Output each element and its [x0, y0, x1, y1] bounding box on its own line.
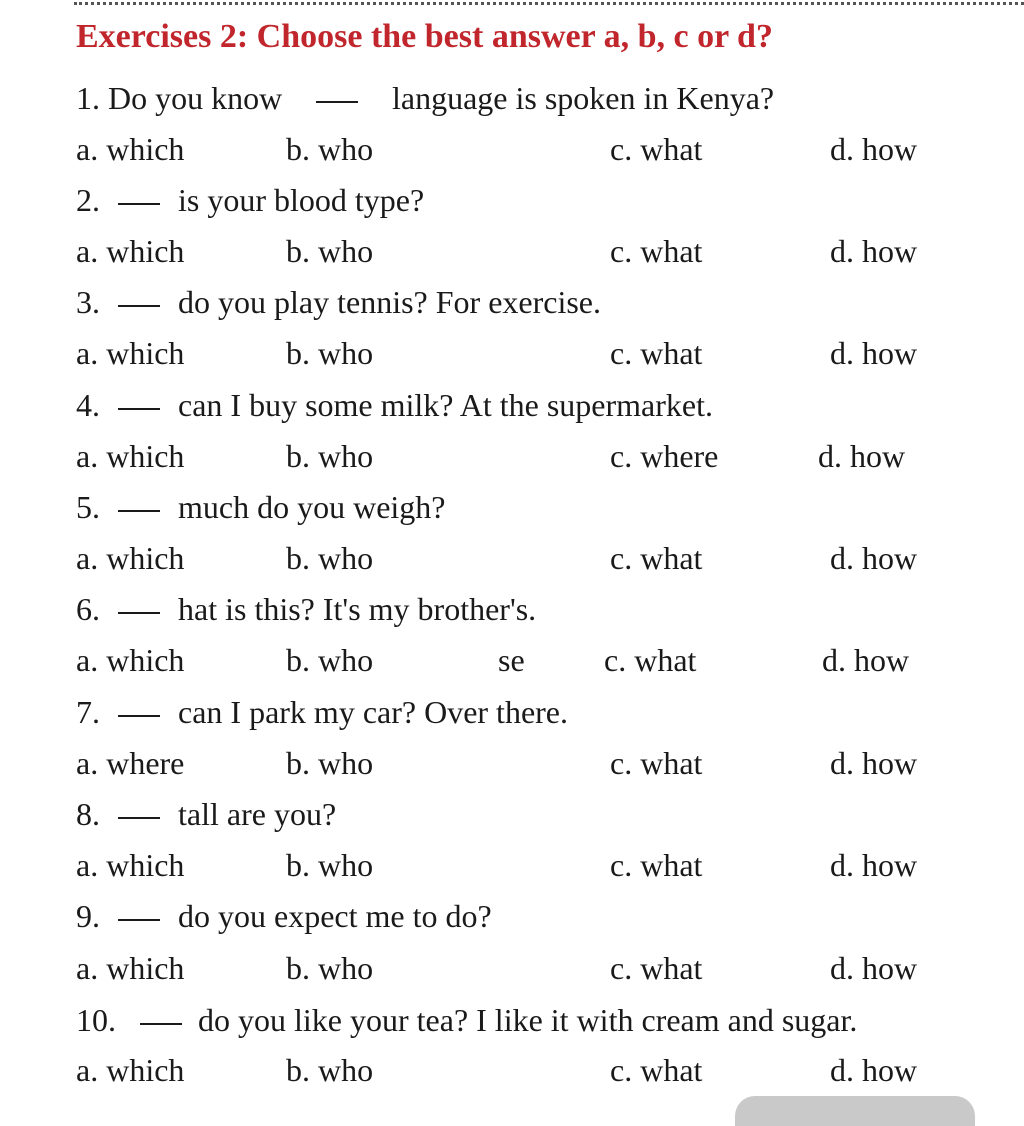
option-c: c. what: [610, 131, 703, 167]
option-b: b. who: [286, 540, 374, 576]
option-b: b. who: [286, 438, 374, 474]
option-a: a. where: [76, 745, 185, 781]
question-text: tall are you?: [178, 796, 337, 832]
option-b: b. who: [286, 745, 374, 781]
question-number: 7.: [76, 694, 100, 730]
question-5: [0, 487, 1024, 527]
option-d: d. how: [830, 335, 918, 371]
question-1: [0, 78, 1024, 118]
options-9: [0, 948, 1024, 988]
option-a: a. which: [76, 950, 185, 986]
option-a: a. which: [76, 335, 185, 371]
question-4: [0, 385, 1024, 425]
question-number: 5.: [76, 489, 100, 525]
option-c: c. what: [610, 335, 703, 371]
question-9: [0, 896, 1024, 936]
answer-blank: [118, 794, 160, 834]
options-1: [0, 129, 1024, 169]
option-b: b. who: [286, 233, 374, 269]
option-c: c. what: [610, 847, 703, 883]
exercise-title: Exercises 2: Choose the best answer a, b, c or d?: [76, 18, 773, 55]
question-8: [0, 794, 1024, 834]
question-text: do you play tennis? For exercise.: [178, 284, 601, 320]
option-a: a. which: [76, 438, 185, 474]
question-3: [0, 282, 1024, 322]
option-a: a. which: [76, 642, 185, 678]
question-text: can I park my car? Over there.: [178, 694, 568, 730]
option-b: b. who: [286, 1052, 374, 1088]
option-d: d. how: [830, 745, 918, 781]
options-4: [0, 436, 1024, 476]
question-number: 4.: [76, 387, 100, 423]
top-dotted-rule: [74, 2, 1024, 5]
options-8: [0, 845, 1024, 885]
option-b: b. who: [286, 335, 374, 371]
option-d: d. how: [830, 131, 918, 167]
question-6: [0, 589, 1024, 629]
option-a: a. which: [76, 847, 185, 883]
question-number: 6.: [76, 591, 100, 627]
question-1-rest: language is spoken in Kenya?: [392, 80, 775, 116]
answer-blank: [140, 1000, 182, 1040]
option-d: d. how: [818, 438, 906, 474]
options-3: [0, 333, 1024, 373]
options-2: [0, 231, 1024, 271]
option-b: b. who: [286, 131, 374, 167]
option-c: c. what: [610, 1052, 703, 1088]
options-7: [0, 743, 1024, 783]
question-number: 2.: [76, 182, 100, 218]
question-number: 8.: [76, 796, 100, 832]
option-b: b. who: [286, 950, 374, 986]
option-d: d. how: [830, 950, 918, 986]
option-c: c. what: [604, 642, 697, 678]
option-b: b. who: [286, 847, 374, 883]
option-a: a. which: [76, 1052, 185, 1088]
options-6: [0, 640, 1024, 680]
question-text: do you like your tea? I like it with cream and sugar.: [198, 1002, 858, 1038]
question-1-text: 1. Do you know: [76, 80, 283, 116]
option-d: d. how: [822, 642, 910, 678]
option-a: a. which: [76, 131, 185, 167]
question-text: is your blood type?: [178, 182, 425, 218]
question-number: 10.: [76, 1002, 116, 1038]
question-text: do you expect me to do?: [178, 898, 492, 934]
question-2: [0, 180, 1024, 220]
question-7: [0, 692, 1024, 732]
answer-blank: [118, 180, 160, 220]
option-c: c. where: [610, 438, 719, 474]
question-text: hat is this? It's my brother's.: [178, 591, 537, 627]
answer-blank: [118, 385, 160, 425]
option-a: a. which: [76, 233, 185, 269]
option-d: d. how: [830, 1052, 918, 1088]
answer-blank: [118, 282, 160, 322]
question-number: 9.: [76, 898, 100, 934]
answer-blank: [118, 589, 160, 629]
option-b: b. who: [286, 642, 374, 678]
options-5: [0, 538, 1024, 578]
option-d: d. how: [830, 847, 918, 883]
answer-blank: [316, 78, 358, 118]
option-c: c. what: [610, 233, 703, 269]
option-a: a. which: [76, 540, 185, 576]
answer-blank: [118, 487, 160, 527]
question-text: much do you weigh?: [178, 489, 446, 525]
question-10: [0, 1000, 1024, 1040]
option-d: d. how: [830, 233, 918, 269]
stray-text: se: [498, 642, 525, 678]
option-c: c. what: [610, 540, 703, 576]
bottom-overlay-tab: [735, 1096, 975, 1126]
question-number: 3.: [76, 284, 100, 320]
answer-blank: [118, 692, 160, 732]
answer-blank: [118, 896, 160, 936]
options-10: [0, 1050, 1024, 1090]
option-d: d. how: [830, 540, 918, 576]
question-text: can I buy some milk? At the supermarket.: [178, 387, 713, 423]
option-c: c. what: [610, 950, 703, 986]
option-c: c. what: [610, 745, 703, 781]
